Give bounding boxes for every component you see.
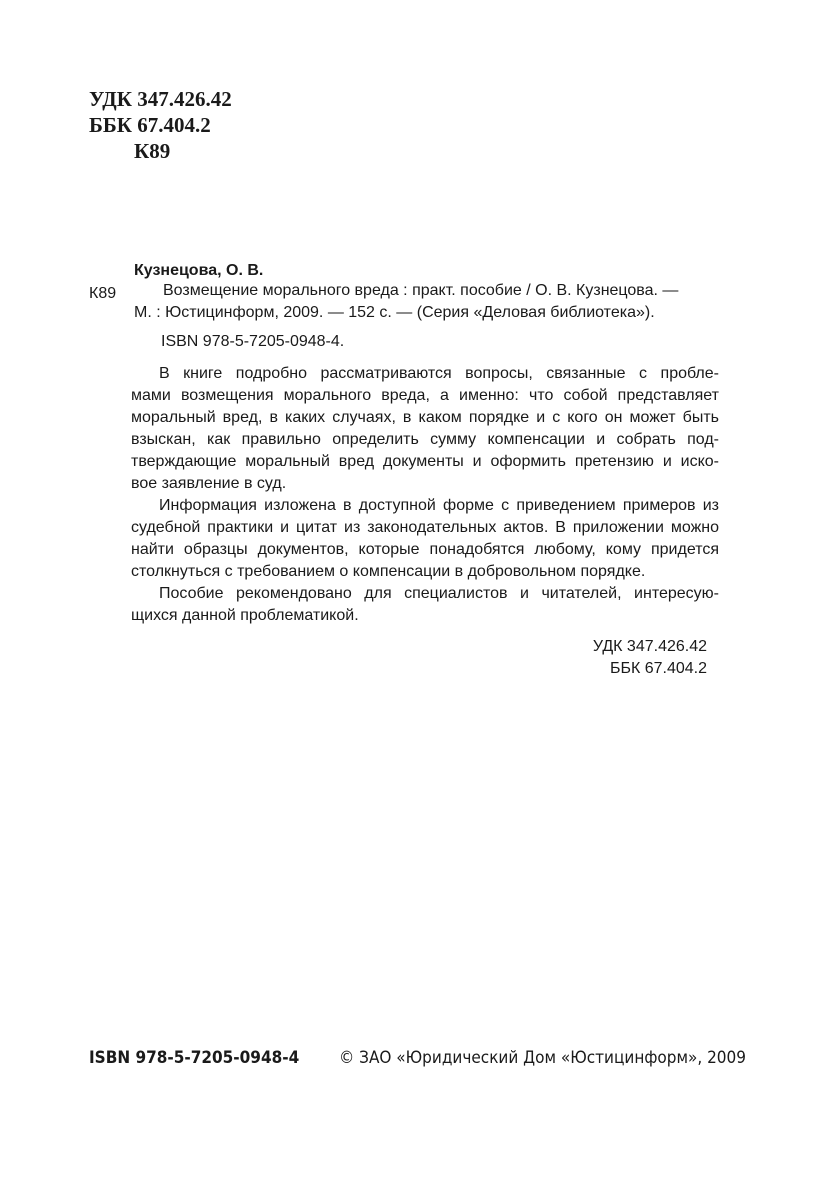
annotation-line: тверждающие моральный вред документы и оформить претензию и иско- [131,453,719,470]
card-title-line-2: М. : Юстицинформ, 2009. — 152 с. — (Серия «Деловая библиотека»). [134,304,655,321]
udk-code-bottom: УДК 347.426.42 [592,638,707,655]
footer-isbn: ISBN 978-5-7205-0948-4 [89,1048,300,1068]
annotation-line: мами возмещения морального вреда, а именно: что собой представляет [131,387,719,404]
annotation-line: вое заявление в суд. [131,475,287,492]
footer-copyright: © ЗАО «Юридический Дом «Юстицинформ», 2009 [339,1048,746,1068]
annotation-line: найти образцы документов, которые понадобятся любому, кому придется [131,541,719,558]
author-mark-top: К89 [134,139,171,163]
annotation-line: Информация изложена в доступной форме с приведением примеров из [159,497,719,514]
annotation-line: столкнуться с требованием о компенсации в добровольном порядке. [131,563,646,580]
bbk-code-top: ББК 67.404.2 [89,113,211,137]
bbk-code-bottom: ББК 67.404.2 [609,660,707,677]
annotation-line: взыскан, как правильно определить сумму компенсации и собрать под- [131,431,719,448]
card-author-mark: К89 [89,285,117,302]
card-author: Кузнецова, О. В. [134,262,264,279]
card-isbn: ISBN 978-5-7205-0948-4. [161,333,345,350]
card-title-line-1: Возмещение морального вреда : практ. пособие / О. В. Кузнецова. — [163,282,679,299]
annotation-line: В книге подробно рассматриваются вопросы, связанные с пробле- [159,365,719,382]
annotation-line: судебной практики и цитат из законодательных актов. В приложении можно [131,519,719,536]
annotation-line: Пособие рекомендовано для специалистов и читателей, интересую- [159,585,719,602]
annotation-line: щихся данной проблематикой. [131,607,359,624]
udk-code-top: УДК 347.426.42 [89,87,232,111]
annotation-line: моральный вред, в каких случаях, в каком порядке и с кого он может быть [131,409,719,426]
